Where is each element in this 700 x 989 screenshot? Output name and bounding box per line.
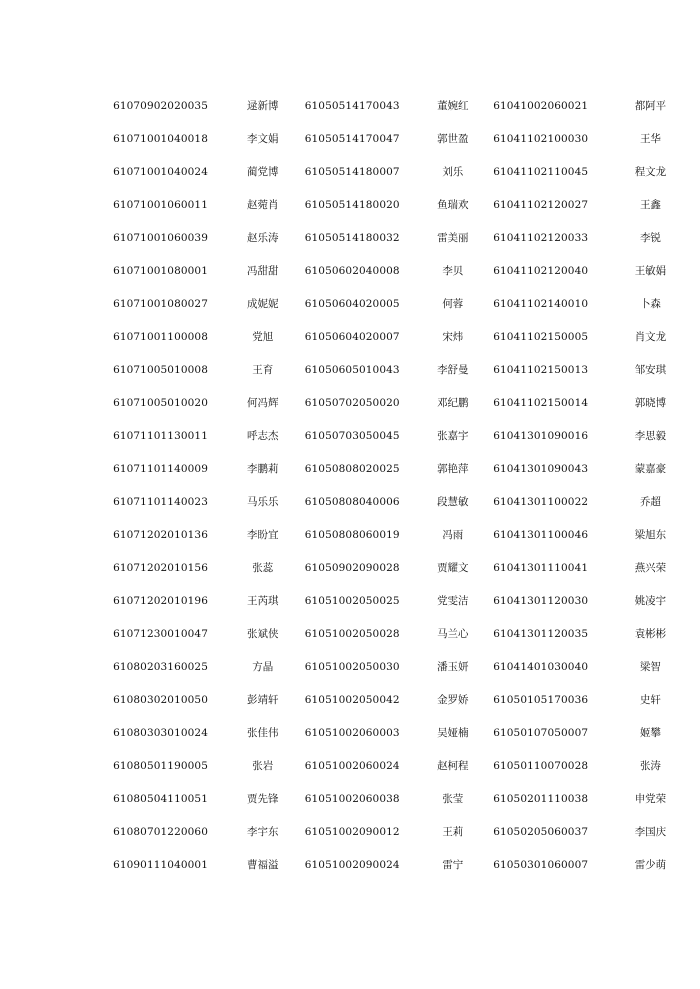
row-margin <box>0 90 113 123</box>
name-cell: 宋炜 <box>442 331 464 343</box>
table-row <box>0 156 700 189</box>
name-cell: 燕兴荣 <box>634 562 667 574</box>
exam-id-cell: 61050205060037 <box>493 826 589 838</box>
exam-id-cell: 61071001100008 <box>113 331 208 343</box>
name-cell: 成妮妮 <box>247 298 279 310</box>
name-cell: 方晶 <box>252 661 274 673</box>
name-cell: 逯新博 <box>247 100 279 112</box>
table-row <box>0 486 700 519</box>
table-row <box>0 684 700 717</box>
row-margin <box>0 618 113 651</box>
exam-id-cell: 61080203160025 <box>113 661 208 673</box>
table-row <box>0 816 700 849</box>
name-cell: 张佳伟 <box>247 727 279 739</box>
exam-id-cell: 61041102150005 <box>493 331 589 343</box>
exam-id-cell: 61041102100030 <box>493 133 589 145</box>
exam-id-cell: 61041301120035 <box>493 628 589 640</box>
row-margin <box>0 519 113 552</box>
row-margin <box>0 552 113 585</box>
row-margin <box>0 387 113 420</box>
exam-id-cell: 61041102150014 <box>493 397 589 409</box>
exam-id-cell: 61051002090024 <box>304 859 400 871</box>
exam-id-cell: 61050808020025 <box>304 463 400 475</box>
table-row <box>0 189 700 222</box>
exam-id-cell: 61050605010043 <box>304 364 400 376</box>
exam-id-cell: 61080504110051 <box>113 793 208 805</box>
name-cell: 程文龙 <box>634 166 667 178</box>
name-cell: 梁旭东 <box>634 529 667 541</box>
exam-id-cell: 61041301090043 <box>493 463 589 475</box>
exam-id-cell: 61071202010156 <box>113 562 208 574</box>
name-cell: 郭世盈 <box>437 133 469 145</box>
exam-id-cell: 61050514180032 <box>304 232 400 244</box>
table-row <box>0 552 700 585</box>
exam-id-cell: 61050703050045 <box>304 430 400 442</box>
exam-id-cell: 61080303010024 <box>113 727 208 739</box>
name-cell: 张斌侠 <box>247 628 279 640</box>
table-row <box>0 222 700 255</box>
exam-id-cell: 61071001060039 <box>113 232 208 244</box>
name-cell: 李锐 <box>639 232 661 244</box>
exam-id-cell: 61050514170047 <box>304 133 400 145</box>
exam-id-cell: 61041102120033 <box>493 232 589 244</box>
name-cell: 潘玉妍 <box>437 661 469 673</box>
name-cell: 李盼宜 <box>247 529 279 541</box>
exam-id-cell: 61051002050030 <box>304 661 400 673</box>
name-cell: 曹福溢 <box>247 859 279 871</box>
exam-id-cell: 61051002050028 <box>304 628 400 640</box>
exam-id-cell: 61050110070028 <box>493 760 589 772</box>
exam-id-cell: 61071001080027 <box>113 298 208 310</box>
name-cell: 马兰心 <box>437 628 469 640</box>
name-cell: 雷美丽 <box>437 232 469 244</box>
exam-id-cell: 61080302010050 <box>113 694 208 706</box>
name-cell: 梁智 <box>639 661 661 673</box>
exam-id-cell: 61041102110045 <box>493 166 589 178</box>
name-cell: 张涛 <box>639 760 661 772</box>
exam-id-cell: 61051002060024 <box>304 760 400 772</box>
name-cell: 王敏娟 <box>634 265 667 277</box>
name-cell: 刘乐 <box>442 166 464 178</box>
row-margin <box>0 156 113 189</box>
name-cell: 何冯辉 <box>247 397 279 409</box>
exam-id-cell: 61041301100046 <box>493 529 589 541</box>
exam-id-cell: 61050107050007 <box>493 727 589 739</box>
table-row <box>0 717 700 750</box>
name-cell: 邓纪鹏 <box>437 397 469 409</box>
exam-id-cell: 61071101140009 <box>113 463 208 475</box>
name-cell: 姬攀 <box>639 727 661 739</box>
table-row <box>0 585 700 618</box>
table-row <box>0 420 700 453</box>
name-cell: 张嘉宇 <box>437 430 469 442</box>
name-cell: 金罗娇 <box>437 694 469 706</box>
exam-id-cell: 61071005010008 <box>113 364 208 376</box>
name-cell: 党雯洁 <box>437 595 469 607</box>
name-cell: 冯甜甜 <box>247 265 279 277</box>
exam-id-cell: 61041301090016 <box>493 430 589 442</box>
exam-id-cell: 61070902020035 <box>113 100 208 112</box>
name-cell: 鱼瑞欢 <box>437 199 469 211</box>
exam-id-cell: 61050201110038 <box>493 793 589 805</box>
exam-id-cell: 61080701220060 <box>113 826 208 838</box>
exam-id-cell: 61050301060007 <box>493 859 589 871</box>
exam-id-cell: 61041102140010 <box>493 298 589 310</box>
name-cell: 都阿平 <box>634 100 667 112</box>
name-cell: 张蕊 <box>252 562 274 574</box>
exam-id-cell: 61071001040018 <box>113 133 208 145</box>
row-margin <box>0 750 113 783</box>
table-row <box>0 750 700 783</box>
row-margin <box>0 123 113 156</box>
table-row <box>0 618 700 651</box>
name-cell: 张莹 <box>442 793 464 805</box>
name-cell: 吴娅楠 <box>437 727 469 739</box>
exam-id-cell: 61050702050020 <box>304 397 400 409</box>
exam-id-cell: 61041301110041 <box>493 562 589 574</box>
name-cell: 邹安琪 <box>634 364 667 376</box>
name-cell: 郭艳萍 <box>437 463 469 475</box>
row-margin <box>0 486 113 519</box>
exam-id-cell: 61071202010196 <box>113 595 208 607</box>
exam-id-cell: 61050808040006 <box>304 496 400 508</box>
row-margin <box>0 717 113 750</box>
name-cell: 袁彬彬 <box>634 628 667 640</box>
exam-id-cell: 61080501190005 <box>113 760 208 772</box>
table-row <box>0 651 700 684</box>
name-cell: 郭晓博 <box>634 397 667 409</box>
exam-id-cell: 61050514170043 <box>304 100 400 112</box>
name-cell: 彭靖轩 <box>247 694 279 706</box>
exam-id-cell: 61071230010047 <box>113 628 208 640</box>
name-cell: 董婉红 <box>437 100 469 112</box>
name-cell: 赵柯程 <box>437 760 469 772</box>
exam-id-cell: 61051002060003 <box>304 727 400 739</box>
name-cell: 马乐乐 <box>247 496 279 508</box>
exam-id-cell: 61041002060021 <box>493 100 589 112</box>
row-margin <box>0 222 113 255</box>
name-cell: 姚凌宇 <box>634 595 667 607</box>
name-cell: 申党荣 <box>634 793 667 805</box>
row-margin <box>0 255 113 288</box>
name-cell: 乔超 <box>639 496 661 508</box>
name-cell: 蒙嘉豪 <box>634 463 667 475</box>
row-margin <box>0 189 113 222</box>
name-cell: 李鹏莉 <box>247 463 279 475</box>
name-cell: 雷宁 <box>442 859 464 871</box>
name-cell: 王莉 <box>442 826 464 838</box>
exam-id-cell: 61051002050042 <box>304 694 400 706</box>
exam-id-cell: 61071001080001 <box>113 265 208 277</box>
exam-id-cell: 61050602040008 <box>304 265 400 277</box>
row-margin <box>0 849 113 882</box>
row-margin <box>0 321 113 354</box>
row-margin <box>0 783 113 816</box>
name-cell: 贾先锋 <box>247 793 279 805</box>
exam-id-cell: 61071202010136 <box>113 529 208 541</box>
table-row <box>0 90 700 123</box>
table-row <box>0 453 700 486</box>
exam-id-cell: 61041102120040 <box>493 265 589 277</box>
table-row <box>0 354 700 387</box>
exam-id-cell: 61041301120030 <box>493 595 589 607</box>
name-cell: 段慧敏 <box>437 496 469 508</box>
roster-body <box>0 90 700 882</box>
table-row <box>0 849 700 882</box>
row-margin <box>0 816 113 849</box>
exam-id-cell: 61050514180007 <box>304 166 400 178</box>
name-cell: 李国庆 <box>634 826 667 838</box>
name-cell: 李宇东 <box>247 826 279 838</box>
exam-id-cell: 61051002050025 <box>304 595 400 607</box>
name-cell: 李贝 <box>442 265 464 277</box>
table-row <box>0 387 700 420</box>
name-cell: 王华 <box>639 133 661 145</box>
table-row <box>0 519 700 552</box>
row-margin <box>0 288 113 321</box>
exam-id-cell: 61071005010020 <box>113 397 208 409</box>
exam-id-cell: 61050604020005 <box>304 298 400 310</box>
exam-id-cell: 61090111040001 <box>113 859 208 871</box>
name-cell: 张岩 <box>252 760 274 772</box>
row-margin <box>0 420 113 453</box>
name-cell: 王鑫 <box>639 199 661 211</box>
name-cell: 蔺党博 <box>247 166 279 178</box>
name-cell: 肖文龙 <box>634 331 667 343</box>
table-row <box>0 783 700 816</box>
exam-id-cell: 61041102150013 <box>493 364 589 376</box>
row-margin <box>0 651 113 684</box>
name-cell: 冯雨 <box>442 529 464 541</box>
name-cell: 王育 <box>252 364 274 376</box>
name-cell: 贾耀文 <box>437 562 469 574</box>
name-cell: 党旭 <box>252 331 274 343</box>
table-row <box>0 123 700 156</box>
exam-id-cell: 61050902090028 <box>304 562 400 574</box>
table-row <box>0 255 700 288</box>
exam-id-cell: 61050105170036 <box>493 694 589 706</box>
row-margin <box>0 354 113 387</box>
name-cell: 史轩 <box>639 694 661 706</box>
roster-table <box>0 90 700 882</box>
exam-id-cell: 61050808060019 <box>304 529 400 541</box>
table-row <box>0 321 700 354</box>
exam-id-cell: 61041401030040 <box>493 661 589 673</box>
name-cell: 李文娟 <box>247 133 279 145</box>
name-cell: 雷少萌 <box>634 859 667 871</box>
name-cell: 赵菀肖 <box>247 199 279 211</box>
row-margin <box>0 684 113 717</box>
name-cell: 李舒曼 <box>437 364 469 376</box>
exam-id-cell: 61071001060011 <box>113 199 208 211</box>
exam-id-cell: 61071001040024 <box>113 166 208 178</box>
name-cell: 李思毅 <box>634 430 667 442</box>
name-cell: 赵乐涛 <box>247 232 279 244</box>
exam-id-cell: 61050514180020 <box>304 199 400 211</box>
exam-id-cell: 61041301100022 <box>493 496 589 508</box>
table-row <box>0 288 700 321</box>
exam-id-cell: 61051002060038 <box>304 793 400 805</box>
exam-id-cell: 61071101130011 <box>113 430 208 442</box>
exam-id-cell: 61041102120027 <box>493 199 589 211</box>
row-margin <box>0 453 113 486</box>
exam-id-cell: 61050604020007 <box>304 331 400 343</box>
exam-id-cell: 61051002090012 <box>304 826 400 838</box>
exam-id-cell: 61071101140023 <box>113 496 208 508</box>
name-cell: 呼志杰 <box>247 430 279 442</box>
name-cell: 卜森 <box>639 298 661 310</box>
name-cell: 何蓉 <box>442 298 464 310</box>
row-margin <box>0 585 113 618</box>
name-cell: 王芮琪 <box>247 595 279 607</box>
